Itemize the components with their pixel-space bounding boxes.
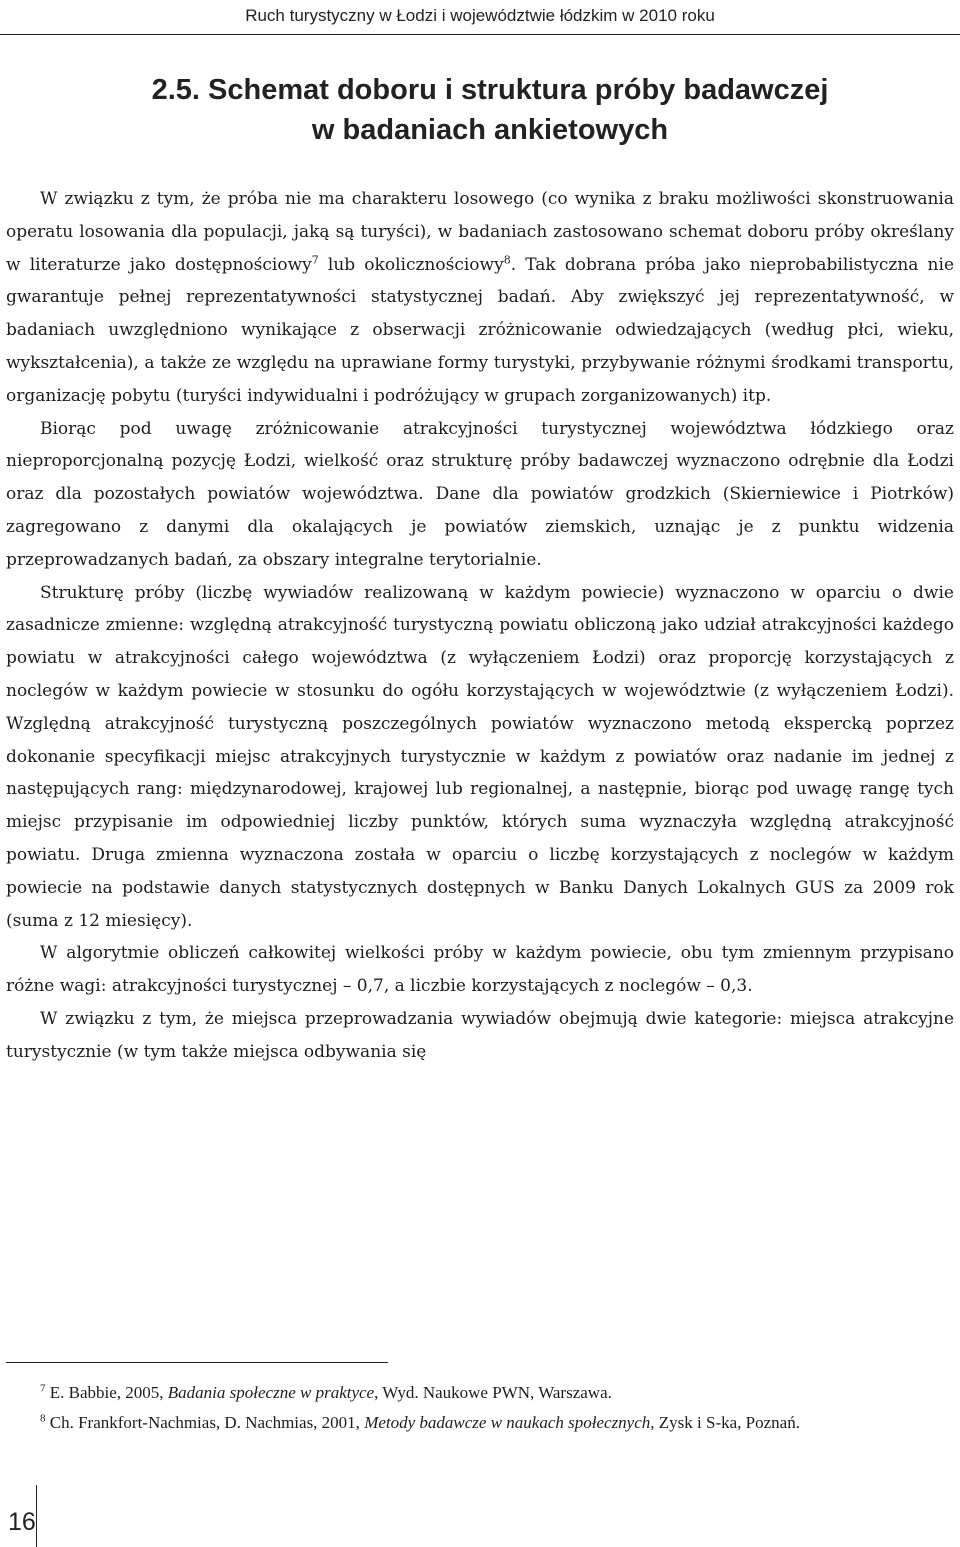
paragraph-3: Strukturę próby (liczbę wywiadów realizowaną w każdym powiecie) wyznaczono w oparciu o dwie zasadnicze zmienne: względną atrakcyjność turystyczną powiatu obliczoną jako udział atrakcyjności każdego powiatu w atrakcyjności całego województwa (z wyłączeniem Łodzi) oraz proporcję korzystających z noclegów w każdym powiecie w stosunku do ogółu korzystających w województwie (z wyłączeniem Łodzi). Względną atrakcyjność turystyczną poszczególnych powiatów wyznaczono metodą ekspercką poprzez dokonanie specyfikacji miejsc atrakcyjnych turystycznie w każdym z powiatów oraz nadanie im jednej z następujących rang: międzynarodowej, krajowej lub regionalnej, a następnie, biorąc pod uwagę rangę tych miejsc przypisanie im odpowiedniej liczby punktów, których suma wyznaczyła względną atrakcyjność powiatu. Druga zmienna wyznaczona została w oparciu o liczbę korzystających z noclegów w każdym powiecie na podstawie danych statystycznych dostępnych w Banku Danych Lokalnych GUS za 2009 rok (suma z 12 miesięcy). <box>6 582 954 931</box>
footnote-ref-7[interactable]: 7 <box>311 252 319 266</box>
footnote-divider <box>6 1362 388 1363</box>
footnote-ref-8[interactable]: 8 <box>503 252 511 266</box>
paragraph-1-part-b: lub okolicznościowy <box>318 254 504 275</box>
footnote-7-text-a: E. Babbie, 2005, <box>45 1383 168 1402</box>
paragraph-5: W związku z tym, że miejsca przeprowadzania wywiadów obejmują dwie kategorie: miejsca atrakcyjne turystycznie (w tym także miejsca odbywania się <box>6 1008 954 1062</box>
section-title-line2: w badaniach ankietowych <box>311 114 669 146</box>
body-text <box>6 183 954 1069</box>
paragraph-4: W algorytmie obliczeń całkowitej wielkości próby w każdym powiecie, obu tym zmiennym przypisano różne wagi: atrakcyjności turystycznej – 0,7, a liczbie korzystających z noclegów – 0,3. <box>6 943 954 997</box>
footnote-7-text-b: , Wyd. Naukowe PWN, Warszawa. <box>374 1383 612 1402</box>
section-number: 2.5. <box>151 74 200 106</box>
paragraph-2: Biorąc pod uwagę zróżnicowanie atrakcyjności turystycznej województwa łódzkiego oraz nieproporcjonalną pozycję Łodzi, wielkość oraz strukturę próby badawczej wyznaczono odrębnie dla Łodzi oraz dla pozostałych powiatów województwa. Dane dla powiatów grodzkich (Skierniewice i Piotrków) zagregowano z danymi dla okalających je powiatów ziemskich, uznając je z punktu widzenia przeprowadzanych badań, za obszary integralne terytorialnie. <box>6 418 954 570</box>
page-number-divider <box>36 1485 37 1547</box>
paragraph-1-part-a: W związku z tym, że próba nie ma charakteru losowego (co wynika z braku możliwości skonstruowania operatu losowania dla populacji, jaką są turyści), w badaniach zastosowano schemat doboru próby określany w literaturze jako dostępnościowy <box>6 189 954 275</box>
section-title-line1: Schemat doboru i struktura próby badawczej <box>208 74 829 106</box>
footnotes <box>6 1378 954 1438</box>
footnote-7-title: Badania społeczne w praktyce <box>167 1383 375 1402</box>
footnote-7-mark: 7 <box>40 1382 46 1395</box>
paragraph-1 <box>6 183 954 413</box>
section-title <box>90 70 890 150</box>
page-number: 16 <box>8 1508 36 1536</box>
footnote-8-text-a: Ch. Frankfort-Nachmias, D. Nachmias, 2001, <box>45 1413 365 1432</box>
header-divider <box>0 34 960 35</box>
footnote-7 <box>6 1378 954 1408</box>
footnote-8-mark: 8 <box>40 1412 46 1425</box>
paragraph-1-part-c: . Tak dobrana próba jako nieprobabilistyczna nie gwarantuje pełnej reprezentatywności statystycznej badań. Aby zwiększyć jej reprezentatywność, w badaniach uwzględniono wynikające z obserwacji zróżnicowanie odwiedzających (według płci, wieku, wykształcenia), a także ze względu na uprawiane formy turystyki, przybywanie różnymi środkami transportu, organizację pobytu (turyści indywidualni i podróżujący w grupach zorganizowanych) itp. <box>6 254 955 406</box>
running-header: Ruch turystyczny w Łodzi i województwie łódzkim w 2010 roku <box>245 6 715 25</box>
footnote-8 <box>6 1408 954 1438</box>
footnote-8-text-b: Zysk i S-ka, Poznań. <box>654 1413 800 1432</box>
footnote-8-title: Metody badawcze w naukach społecznych, <box>364 1413 655 1432</box>
